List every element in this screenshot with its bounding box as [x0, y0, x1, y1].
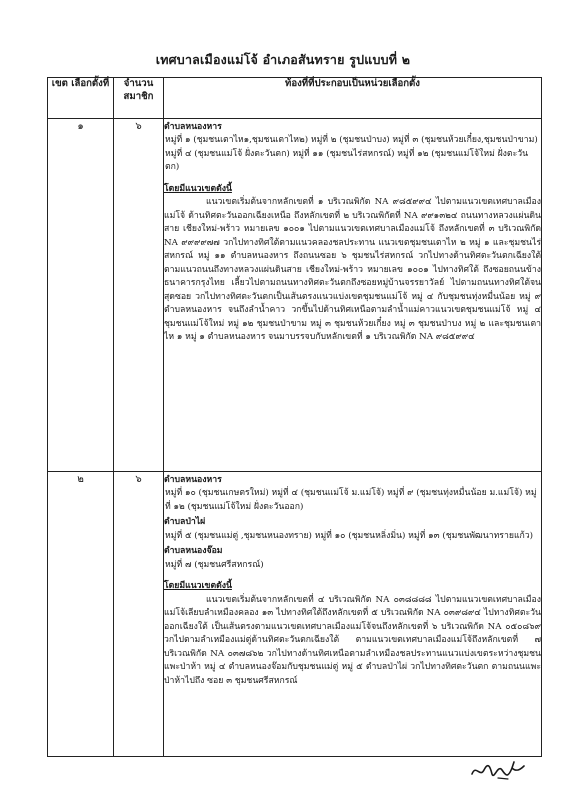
subdistrict-heading: ตำบลหนองหาร	[164, 475, 222, 485]
table-header-row	[48, 78, 542, 119]
member-count: ๖	[114, 119, 164, 472]
subdistrict-heading: ตำบลหนองจ๊อม	[164, 546, 223, 557]
area-description	[164, 472, 542, 757]
village-list: หมู่ที่ ๑ (ชุมชนเตาไห๑,ชุมชนเตาไห๒) หมู่ที่ ๒ (ชุมชนป่าบง) หมู่ที่ ๓ (ชุมชนห้วยเกี๋ยง,ชุมชนป่าขาม) หมู่ที่ ๔ (ชุมชนแม่โจ้ ฝั่งตะวันตก) หมู่ที่ ๑๑ (ชุมชนไร่สหกรณ์) หมู่ที่ ๑๒ (ชุมชนแม่โจ้ใหม่ ฝั่งตะวันตก)	[165, 135, 538, 173]
village-list: หมู่ที่ ๕ (ชุมชนแม่ตู่ ,ชุมชนหนองทราย) หมู่ที่ ๑๐ (ชุมชนหลิ่งมิ่น) หมู่ที่ ๑๓ (ชุมชนพัฒนาทรายแก้ว)	[165, 530, 534, 541]
header-members: จำนวน สมาชิก	[114, 78, 164, 119]
table-row	[48, 472, 542, 757]
page-title: เทศบาลเมืองแม่โจ้ อำเภอสันทราย รูปแบบที่ ๒	[155, 52, 411, 67]
boundary-description: แนวเขตเริ่มต้นจากหลักเขตที่ ๔ บริเวณพิกัด NA ๐๓๘๘๘๘ ไปตามแนวเขตเทศบาลเมืองแม่โจ้เลียบลำเหมืองคลอง ๑๓ ไปทางทิศใต้ถึงหลักเขตที่ ๕ บริเวณพิกัด NA ๐๓๙๘๙๔ ไปทางทิศตะวันออกเฉียงใต้ เป็นเส้นตรงตามแนวเขตเทศบาลเมืองแม่โจ้จนถึงหลักเขตที่ ๖ บริเวณพิกัด NA ๐๕๐๘๖๙ วกไปตามลำเหมืองแม่ตู่ด้านทิศตะวันตกเฉียงใต้ ตามแนวเขตเทศบาลเมืองแม่โจ้ถึงหลักเขตที่ ๗ บริเวณพิกัด NA ๐๓๗๘๖๒ วกไปทางด้านทิศเหนือตามลำเหมืองชลประทานแนวแบ่งเขตระหว่างชุมชนแพะป่าห้า หมู่ ๔ ตำบลหนองจ๊อมกับชุมชนแม่ตู่ หมู่ ๕ ตำบลป่าไผ่ วกไปทางทิศตะวันตก ตามถนนแพะป่าห้าไปถึง ซอย ๓ ชุมชนศรีสหกรณ์	[164, 594, 541, 686]
village-list: หมู่ที่ ๗ (ชุมชนศรีสหกรณ์)	[165, 559, 264, 570]
signature-mark	[468, 758, 528, 784]
table-row	[48, 119, 542, 472]
header-zone: เขต เลือกตั้งที่	[48, 78, 114, 119]
zone-number: ๑	[48, 119, 114, 472]
village-list: หมู่ที่ ๑๐ (ชุมชนเกษตรใหม่) หมู่ที่ ๔ (ชุมชนแม่โจ้ ม.แม่โจ้) หมู่ที่ ๙ (ชุมชนทุ่งหมื่นน้อย ม.แม่โจ้) หมู่ที่ ๑๒ (ชุมชนแม่โจ้ใหม่ ฝั่งตะวันออก)	[165, 488, 537, 512]
boundary-heading: โดยมีแนวเขตดังนี้	[164, 183, 232, 194]
subdistrict-heading: ตำบลหนองหาร	[164, 122, 222, 132]
boundary-description: แนวเขตเริ่มต้นจากหลักเขตที่ ๑ บริเวณพิกัด NA ๙๘๕๙๙๔ ไปตามแนวเขตเทศบาลเมืองแม่โจ้ ด้านทิศตะวันออกเฉียงเหนือ ถึงหลักเขตที่ ๒ บริเวณพิกัดที่ NA ๙๙๑๓๒๔ ถนนทางหลวงแผ่นดินสาย เชียงใหม่-พร้าว หมายเลข ๑๐๐๑ ไปตามแนวเขตเทศบาลเมืองแม่โจ้ ถึงหลักเขตที่ ๓ บริเวณพิกัด NA ๙๙๙๙๗๗ วกไปทางทิศใต้ตามแนวคลองชลประทาน แนวเขตชุมชนเตาไห ๒ หมู่ ๑ และชุมชนไร่สหกรณ์ หมู่ ๑๑ ตำบลหนองหาร ถึงถนนซอย ๖ ชุมชนไร่สหกรณ์ วกไปทางด้านทิศตะวันตกเฉียงใต้ ตามแนวถนนถึงทางหลวงแผ่นดินสาย เชียงใหม่-พร้าว หมายเลข ๑๐๐๑ ไปทางทิศใต้ ถึงซอยถนนข้างธนาคารกรุงไทย เลี้ยวไปตามถนนทางทิศตะวันตกถึงซอยหมู่บ้านจรรยาวัลย์ ไปตามถนนทางทิศใต้จนสุดซอย วกไปทางทิศตะวันตกเป็นเส้นตรงแนวแบ่งเขตชุมชนแม่โจ้ หมู่ ๔ กับชุมชนทุ่งหมื่นน้อย หมู่ ๙ ตำบลหนองหาร จนถึงลำน้ำคาว วกขึ้นไปด้านทิศเหนือตามลำน้ำแม่คาวแนวเขตชุมชนแม่โจ้ หมู่ ๔ ชุมชนแม่โจ้ใหม่ หมู่ ๑๒ ชุมชนป่าขาม หมู่ ๓ ชุมชนห้วยเกี๋ยง หมู่ ๓ ชุมชนป่าบง หมู่ ๒ และชุมชนเตาไห ๑ หมู่ ๑ ตำบลหนองหาร จนมาบรรจบกับหลักเขตที่ ๑ บริเวณพิกัด NA ๙๘๕๙๙๔	[164, 197, 541, 343]
header-area: ท้องที่ที่ประกอบเป็นหน่วยเลือกตั้ง	[164, 78, 542, 119]
boundary-heading: โดยมีแนวเขตดังนี้	[164, 581, 232, 592]
subdistrict-heading: ตำบลป่าไผ่	[164, 517, 206, 528]
member-count: ๖	[114, 472, 164, 757]
area-description	[164, 119, 542, 472]
zone-number: ๒	[48, 472, 114, 757]
election-zone-table	[47, 77, 542, 757]
